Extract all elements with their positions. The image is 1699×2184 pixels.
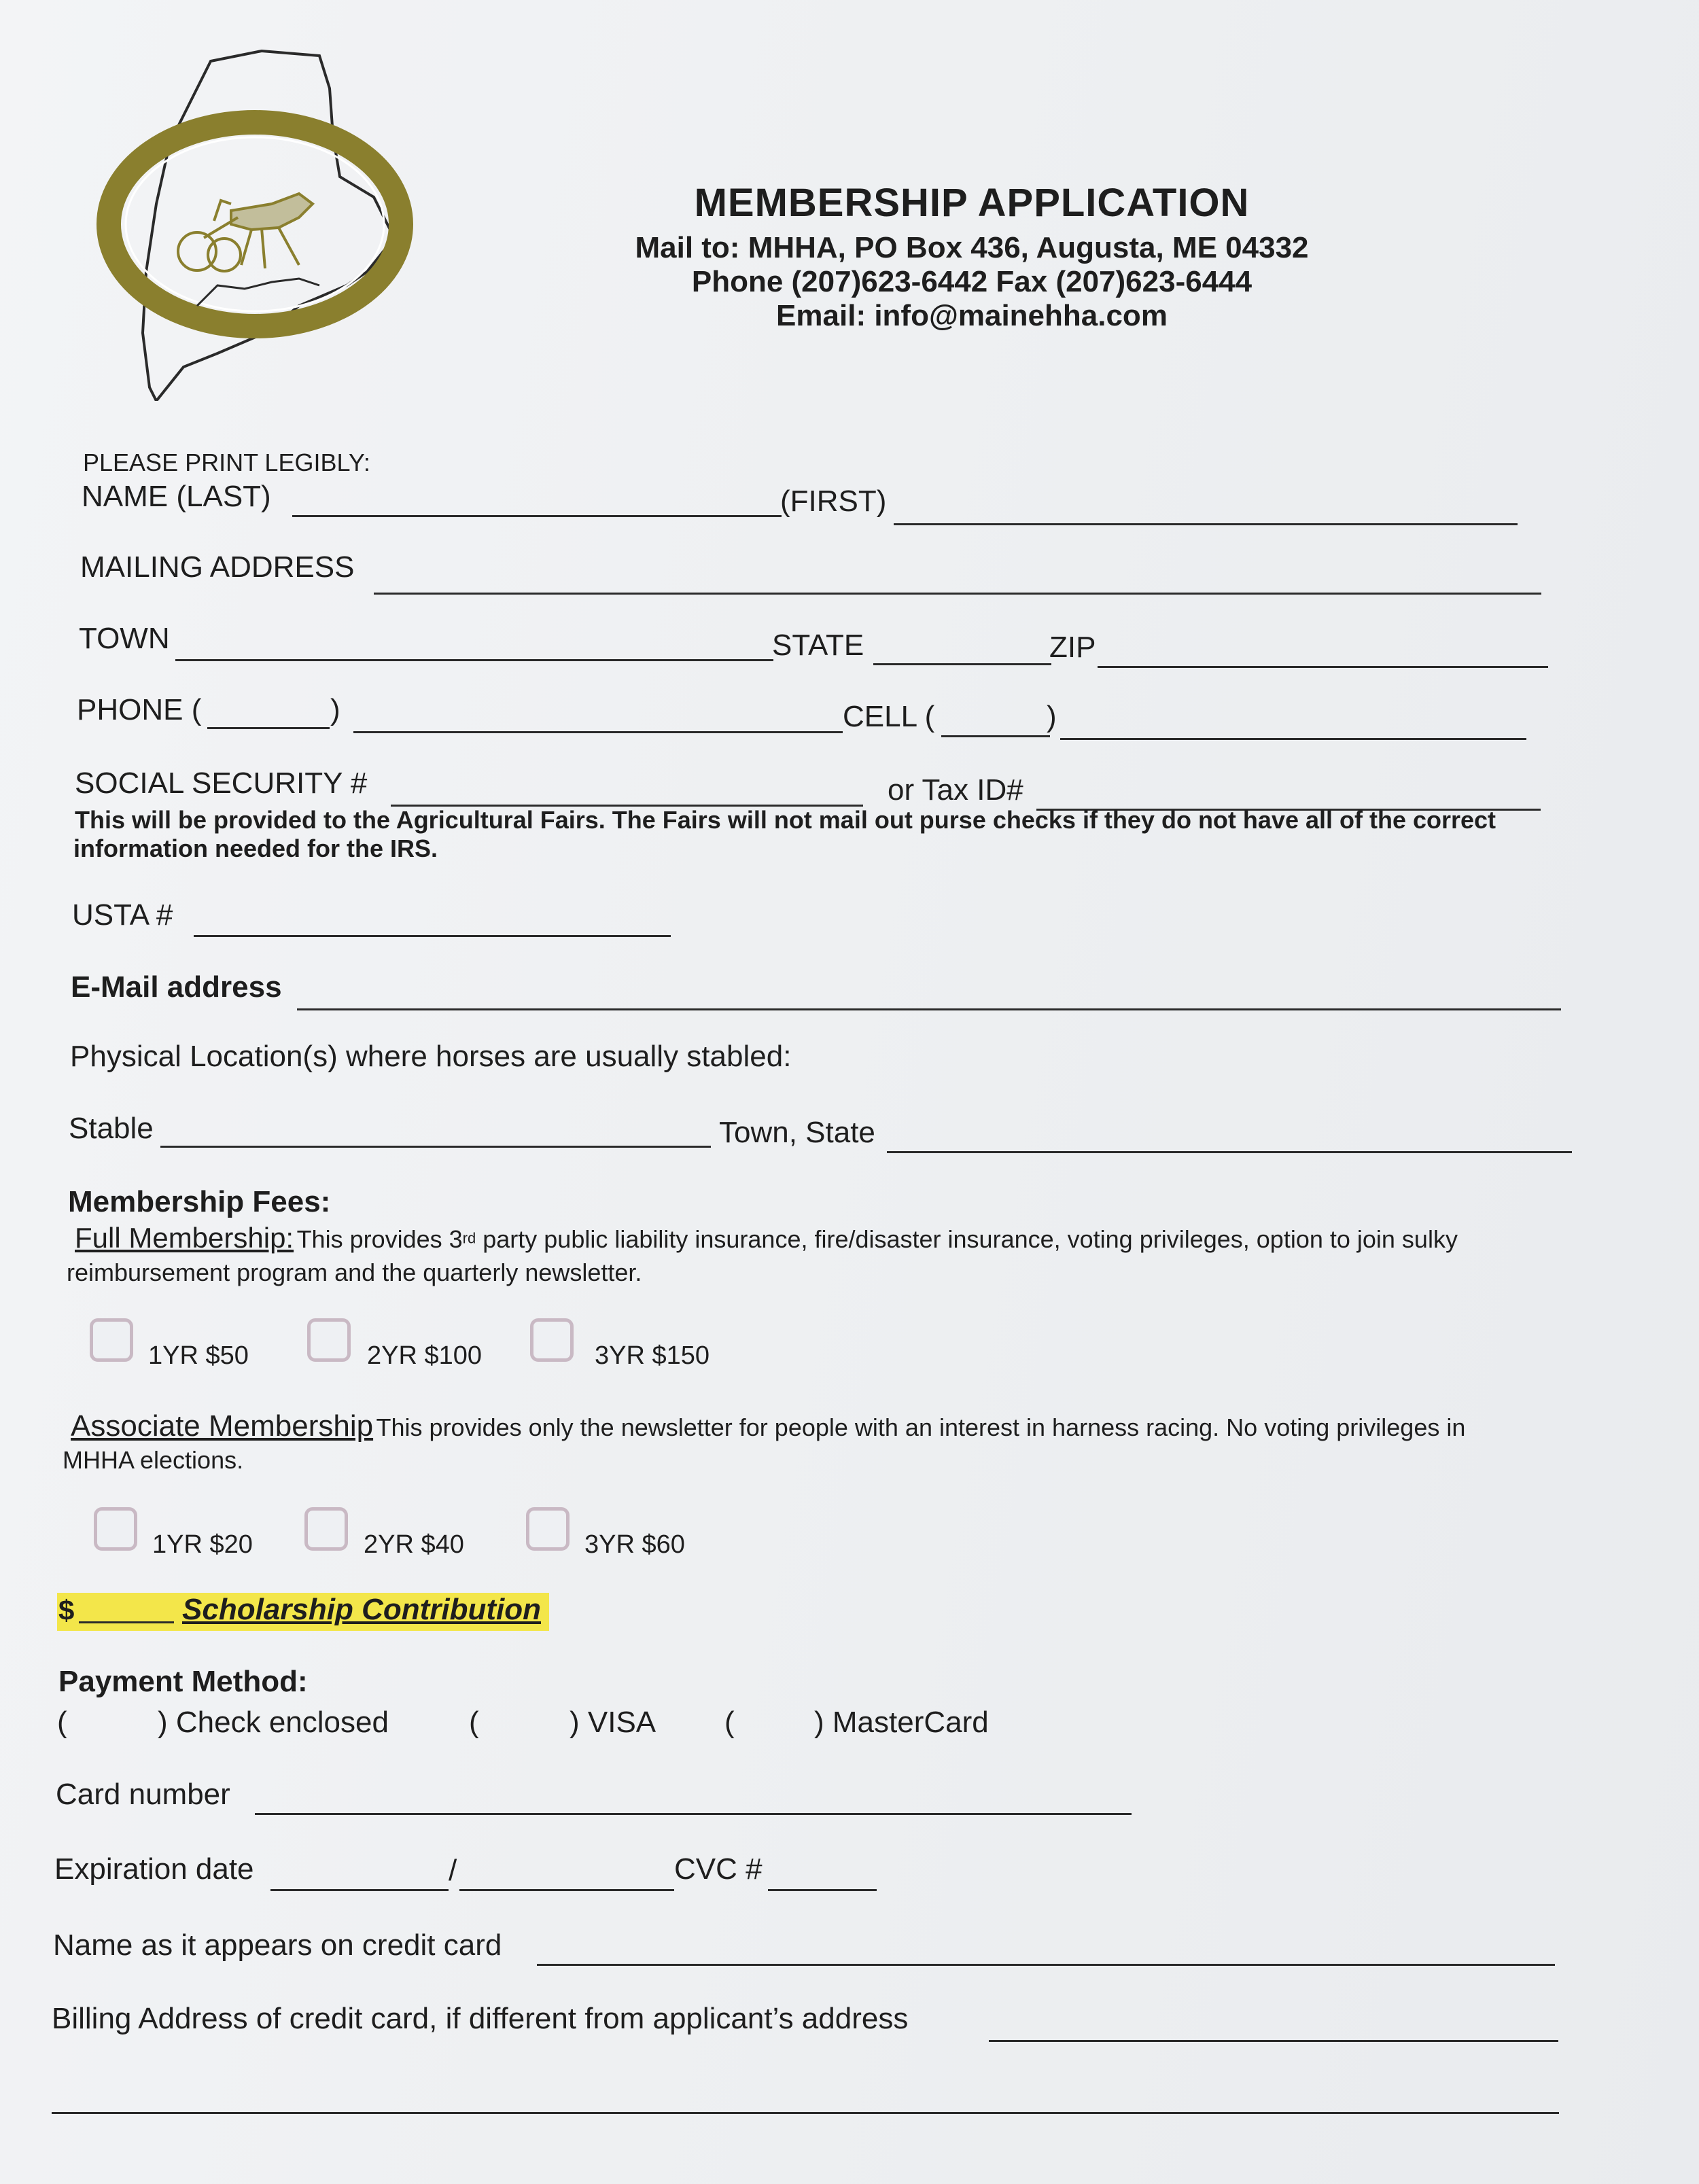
billing-address-field-line-2[interactable]: [52, 2112, 1559, 2114]
tax-id-label: or Tax ID#: [888, 773, 1023, 807]
mailing-address-field[interactable]: [374, 593, 1541, 595]
full-3yr-label: 3YR $150: [595, 1341, 710, 1370]
name-last-field[interactable]: [292, 515, 782, 517]
associate-membership-desc-2: MHHA elections.: [63, 1446, 244, 1474]
ssn-note-line-1: This will be provided to the Agricultural Fairs. The Fairs will not mail out purse checks if they do not have all of the correct: [75, 806, 1496, 834]
phone-label: PHONE (: [77, 693, 202, 726]
membership-fees-heading: Membership Fees:: [68, 1185, 331, 1218]
scholarship-amount-field[interactable]: [79, 1621, 174, 1623]
cell-area-code-field[interactable]: [941, 735, 1050, 737]
card-number-label: Card number: [56, 1778, 230, 1811]
expiration-slash: /: [449, 1854, 457, 1887]
town-state-label: Town, State: [719, 1116, 875, 1149]
page-title: MEMBERSHIP APPLICATION: [694, 181, 1250, 225]
assoc-3yr-label: 3YR $60: [584, 1530, 685, 1559]
full-2yr-label: 2YR $100: [367, 1341, 483, 1370]
mail-to-address: Mail to: MHHA, PO Box 436, Augusta, ME 04332: [635, 231, 1309, 264]
stable-label: Stable: [69, 1112, 154, 1145]
associate-membership-title: Associate Membership: [71, 1409, 374, 1443]
town-state-field[interactable]: [887, 1151, 1572, 1153]
scholarship-contribution-label: Scholarship Contribution: [182, 1593, 541, 1626]
town-field[interactable]: [175, 659, 773, 661]
stable-field[interactable]: [160, 1146, 711, 1148]
expiration-date-label: Expiration date: [54, 1852, 254, 1886]
email-field[interactable]: [297, 1008, 1561, 1010]
full-3yr-checkbox[interactable]: [530, 1318, 574, 1362]
name-on-card-label: Name as it appears on credit card: [53, 1928, 502, 1962]
cvc-field[interactable]: [768, 1889, 877, 1891]
payment-method-heading: Payment Method:: [58, 1665, 308, 1698]
full-1yr-label: 1YR $50: [148, 1341, 249, 1370]
name-last-label: NAME (LAST): [82, 480, 271, 513]
visa-option[interactable]: ) VISA: [570, 1706, 656, 1739]
email-label: E-Mail address: [71, 970, 282, 1004]
assoc-3yr-checkbox[interactable]: [526, 1507, 570, 1551]
full-membership-title: Full Membership:: [75, 1222, 294, 1254]
usta-label: USTA #: [72, 898, 173, 932]
contact-email: Email: info@mainehha.com: [776, 299, 1168, 332]
full-membership-desc-line-2: reimbursement program and the quarterly newsletter.: [67, 1258, 642, 1286]
town-label: TOWN: [79, 622, 170, 655]
associate-membership-description: [71, 1409, 1465, 1443]
full-1yr-checkbox[interactable]: [90, 1318, 133, 1362]
zip-label: ZIP: [1049, 631, 1096, 664]
assoc-2yr-checkbox[interactable]: [304, 1507, 348, 1551]
visa-open-paren[interactable]: (: [469, 1706, 479, 1739]
name-on-card-field[interactable]: [537, 1964, 1555, 1966]
billing-address-label: Billing Address of credit card, if different from applicant’s address: [52, 2002, 909, 2035]
billing-address-field[interactable]: [989, 2040, 1558, 2042]
cell-label: CELL (: [843, 700, 935, 733]
check-enclosed-option[interactable]: ) Check enclosed: [158, 1706, 389, 1739]
full-membership-desc-a: This provides 3: [296, 1225, 463, 1253]
mastercard-option[interactable]: ) MasterCard: [814, 1706, 989, 1739]
mailing-address-label: MAILING ADDRESS: [80, 550, 355, 584]
state-field[interactable]: [873, 663, 1051, 665]
cell-number-field[interactable]: [1060, 738, 1526, 740]
ssn-note-line-2: information needed for the IRS.: [73, 834, 438, 862]
phone-close-paren: ): [330, 693, 340, 726]
state-label: STATE: [772, 629, 864, 662]
associate-membership-desc-1: This provides only the newsletter for people with an interest in harness racing. No voting privileges in: [376, 1413, 1466, 1441]
name-first-field[interactable]: [894, 523, 1518, 525]
full-membership-description: [75, 1222, 1458, 1254]
expiration-year-field[interactable]: [459, 1889, 674, 1891]
assoc-1yr-label: 1YR $20: [152, 1530, 253, 1559]
phone-area-code-field[interactable]: [207, 727, 330, 729]
cell-close-paren: ): [1047, 700, 1057, 733]
full-membership-desc-sup: rd: [462, 1229, 476, 1247]
assoc-2yr-label: 2YR $40: [364, 1530, 464, 1559]
ssn-label: SOCIAL SECURITY #: [75, 767, 368, 800]
physical-location-label: Physical Location(s) where horses are usually stabled:: [70, 1040, 792, 1073]
name-first-label: (FIRST): [780, 485, 887, 518]
maine-state-harness-horse-logo-icon: [95, 48, 415, 401]
phone-number-field[interactable]: [353, 731, 843, 733]
mastercard-open-paren[interactable]: (: [724, 1706, 735, 1739]
cvc-label: CVC #: [674, 1852, 763, 1886]
check-open-paren[interactable]: (: [57, 1706, 67, 1739]
phone-fax: Phone (207)623-6442 Fax (207)623-6444: [691, 265, 1253, 298]
scholarship-dollar: $: [58, 1594, 75, 1626]
print-legibly-note: PLEASE PRINT LEGIBLY:: [83, 448, 370, 476]
expiration-month-field[interactable]: [270, 1889, 449, 1891]
card-number-field[interactable]: [255, 1813, 1132, 1815]
assoc-1yr-checkbox[interactable]: [94, 1507, 137, 1551]
full-membership-desc-b: party public liability insurance, fire/disaster insurance, voting privileges, option to join sulky: [476, 1225, 1458, 1253]
full-2yr-checkbox[interactable]: [307, 1318, 351, 1362]
zip-field[interactable]: [1098, 666, 1548, 668]
usta-field[interactable]: [194, 935, 671, 937]
